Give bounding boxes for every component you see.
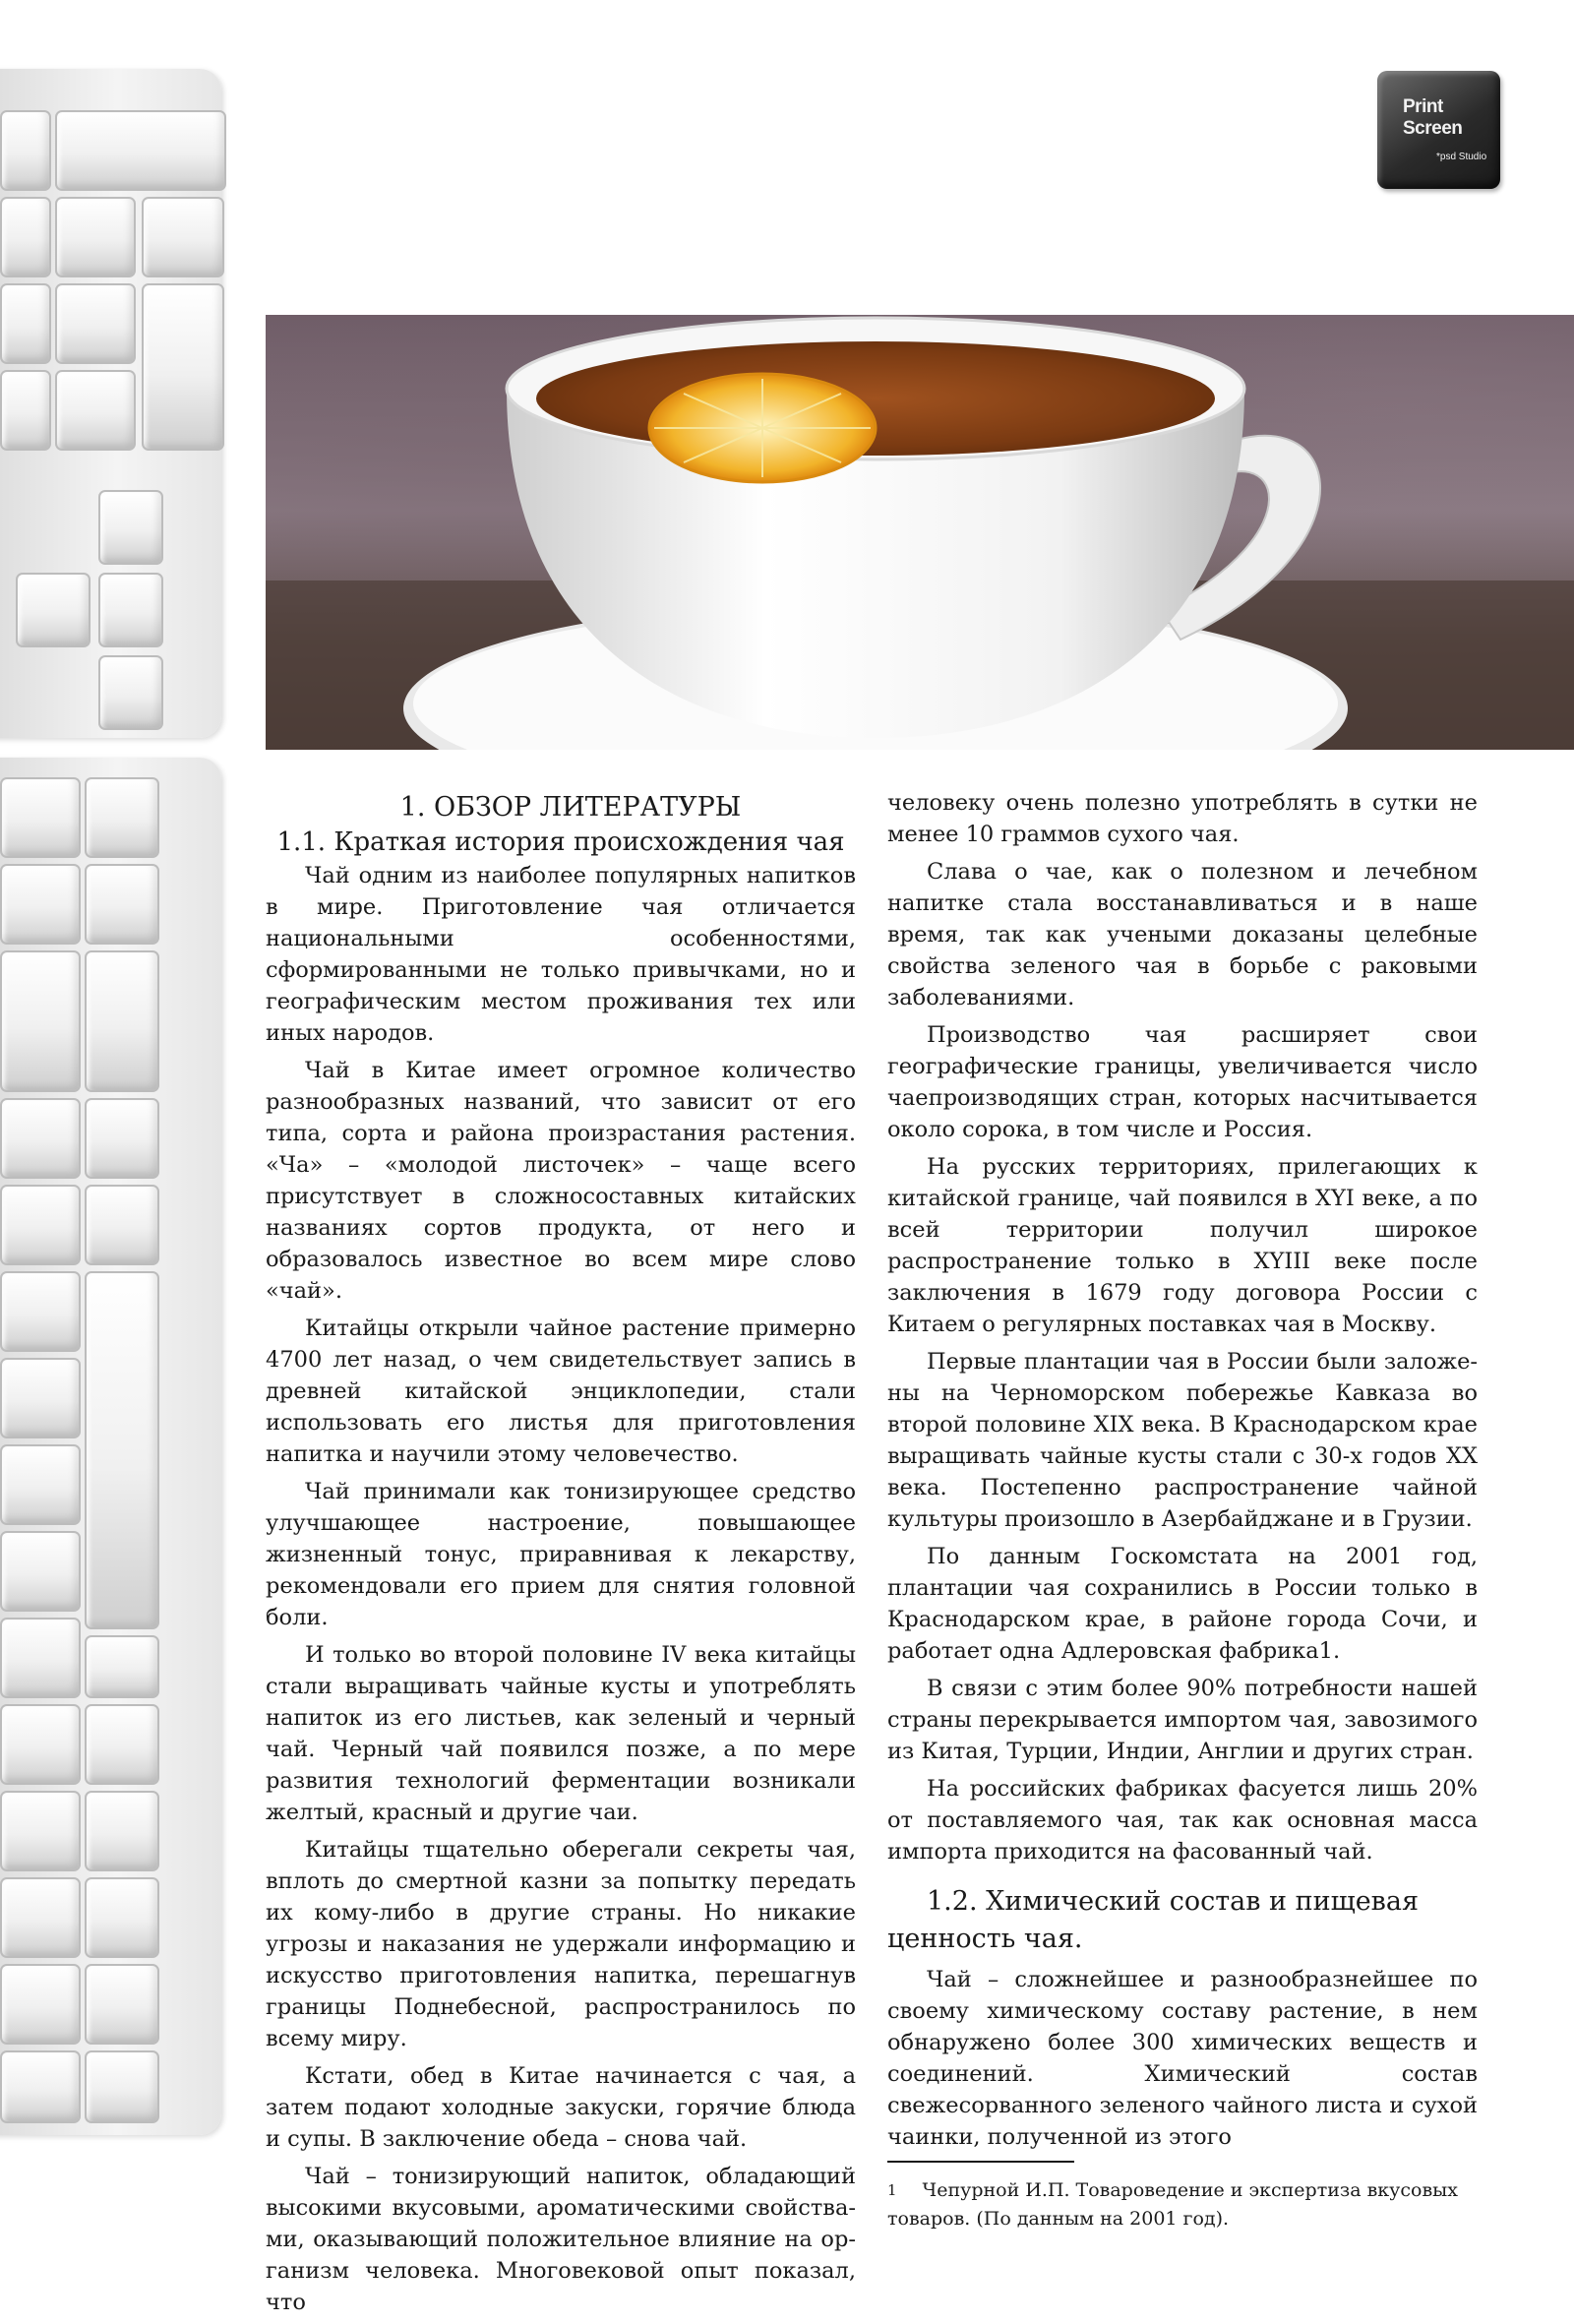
- footnote: [887, 2176, 1478, 2233]
- keyboard-key: [55, 370, 136, 451]
- paragraph-continuation: человеку очень полезно употреблять в сутки не менее 10 граммов сухого чая.: [887, 790, 1478, 847]
- right-text-column: [887, 787, 1478, 2233]
- keyboard-key: [85, 777, 159, 858]
- keyboard-key: [16, 573, 91, 647]
- paragraph: По данным Госкомстата на 2001 год, плантации чая сохранились в России только в Краснодарском крае, в районе города Сочи, и работает одна Адлеровская фабрика1.: [887, 1544, 1478, 1664]
- keyboard-key: [0, 1704, 81, 1785]
- keyboard-key: [98, 573, 163, 647]
- keyboard-key: [0, 1618, 81, 1698]
- keyboard-key: [0, 1531, 81, 1612]
- keyboard-key: [142, 197, 224, 277]
- keyboard-key: [0, 197, 51, 277]
- footnote-divider: [887, 2161, 1074, 2163]
- keyboard-key: [0, 777, 81, 858]
- keyboard-key: [0, 370, 51, 451]
- paragraph: Первые плантации чая в России были заложены на Черноморском побережье Кавказа во второй половине XIX века. В Краснодарском крае выращивать чайные кусты стали с 30-х годов XX века. Постепенно распространение чайной культуры произошло в Азербайджане и в Грузии.: [887, 1349, 1478, 1532]
- footnote-text: Чепурной И.П. Товароведение и экспертиза вкусовых товаров. (По данным на 2001 год).: [887, 2179, 1458, 2230]
- paragraph: Кстати, обед в Китае начинается с чая, а затем подают холодные закуски, горячие блюда и супы. В заключение обеда – снова чай.: [266, 2063, 856, 2152]
- print-key-line1: Print: [1403, 96, 1443, 117]
- tea-cup-photo: [266, 315, 1574, 750]
- paragraph: Чай принимали как тонизирующее средство улучшающее настроение, повышающее жизненный тонус, приравнивая к лекарству, рекомендовали его прием для снятия головной боли.: [266, 1479, 856, 1630]
- keyboard-key: [55, 110, 226, 191]
- paragraph: Чай в Китае имеет огромное количество разнообразных названий, что зависит от его типа, сорта и района произрастания растения. «Ча» – «молодой листочек» – чаще всего присутствует в сложносоставных китайских названиях сортов продукта, от него и образовалось известное во всем мире слово «чай».: [266, 1058, 856, 1304]
- keyboard-key: [0, 864, 81, 945]
- keyboard-key: [85, 1877, 159, 1958]
- keyboard-key: [142, 283, 224, 451]
- keyboard-key: [0, 1877, 81, 1958]
- paragraph: Чай одним из наиболее популярных напитков в мире. Приготовление чая отличается национальными особенностями, сформированными не только привычками, но и географическим местом проживания тех или иных народов.: [266, 863, 856, 1046]
- keyboard-key: [85, 2050, 159, 2123]
- print-key-line2: Screen: [1403, 118, 1463, 139]
- keyboard-key: [0, 1271, 81, 1352]
- keyboard-key: [85, 1271, 159, 1629]
- keyboard-decoration: [0, 69, 226, 2135]
- keyboard-key: [0, 110, 51, 191]
- keyboard-key: [0, 1185, 81, 1265]
- left-text-column: [266, 787, 856, 2324]
- paragraph: Китайцы тщательно оберегали секреты чая, вплоть до смертной казни за попытку передать их кому-либо в другие страны. Но никакие угрозы и наказания не удержали информацию и искусство приготовления напитка, перешагнув границы Поднебесной, распространилось по всему миру.: [266, 1837, 856, 2051]
- keyboard-key: [85, 1635, 159, 1698]
- keyboard-key: [85, 1964, 159, 2045]
- keyboard-key: [85, 864, 159, 945]
- keyboard-key: [0, 2050, 81, 2123]
- paragraph: Производство чая расширяет свои географические границы, увеличивается число чаепроизводящих стран, которых насчитывается около сорока, в том числе и Россия.: [887, 1022, 1478, 1142]
- keyboard-key: [55, 197, 136, 277]
- keyboard-key: [85, 1098, 159, 1179]
- footnote-number: 1: [887, 2181, 897, 2199]
- tea-surface: [536, 341, 1215, 456]
- paragraph: В связи с этим более 90% потребности нашей страны перекрывается импортом чая, завозимого из Китая, Турции, Индии, Англии и других стран.: [887, 1676, 1478, 1764]
- keyboard-key: [98, 490, 163, 565]
- keyboard-key: [55, 283, 136, 364]
- keyboard-key: [85, 950, 159, 1092]
- keyboard-key: [0, 1444, 81, 1525]
- paragraph: Чай – тонизирующий напиток, обладающий высокими вкусовыми, ароматическими свойствами, оказывающий положительное влияние на организм человека. Многовековой опыт показал, что: [266, 2164, 856, 2315]
- paragraph: На русских территориях, прилегающих к китайской границе, чай появился в XYI веке, а по всей территории получил широкое распространение только в XYIII веке после заключения в 1679 году договора России с Китаем о регулярных поставках чая в Москву.: [887, 1154, 1478, 1337]
- keyboard-key: [0, 1791, 81, 1871]
- paragraph: Китайцы открыли чайное растение примерно 4700 лет назад, о чем свидетельствует запись в древней китайской энциклопедии, стали использовать его листья для приготовления напитка и научили этому человечество.: [266, 1315, 856, 1467]
- keyboard-key: [0, 1358, 81, 1438]
- keyboard-key: [85, 1704, 159, 1785]
- keyboard-key: [0, 283, 51, 364]
- paragraph: И только во второй половине IV века китайцы стали выращивать чайные кусты и употреблять напиток из его листьев, как зеленый и черный чай. Черный чай появился позже, а по мере развития технологий ферментации возникали желтый, красный и другие чаи.: [266, 1642, 856, 1825]
- keyboard-key: [0, 1098, 81, 1179]
- print-screen-key-logo: [1377, 71, 1500, 189]
- keyboard-key: [98, 655, 163, 730]
- paragraph: Чай – сложнейшее и разнообразнейшее по своему химическому составу растение, в нем обнаружено более 300 химических веществ и соединений. Химический состав свежесорванного зеленого чайного листа и сухой чаинки, полученной из этого: [887, 1967, 1478, 2150]
- keyboard-key: [0, 950, 81, 1092]
- keyboard-key: [85, 1185, 159, 1265]
- print-key-brand: *psd Studio: [1436, 152, 1487, 162]
- tea-cup-illustration: [266, 315, 1574, 750]
- paragraph: Слава о чае, как о полезном и лечебном напитке стала восстанавливаться и в наше время, так как учеными доказаны целебные свойства зеленого чая в борьбе с раковыми заболеваниями.: [887, 859, 1478, 1010]
- section-heading: 1. ОБЗОР ЛИТЕРАТУРЫ: [399, 792, 742, 823]
- keyboard-key: [85, 1791, 159, 1871]
- subsection-heading: 1.1. Краткая история происхождения чая: [276, 827, 845, 857]
- keyboard-key: [0, 1964, 81, 2045]
- paragraph: На российских фабриках фасуется лишь 20% от поставляемого чая, так как основная масса импорта приходится на фасованный чай.: [887, 1776, 1478, 1865]
- subsection-heading-2: 1.2. Химический состав и пищевая ценность чая.: [887, 1886, 1420, 1954]
